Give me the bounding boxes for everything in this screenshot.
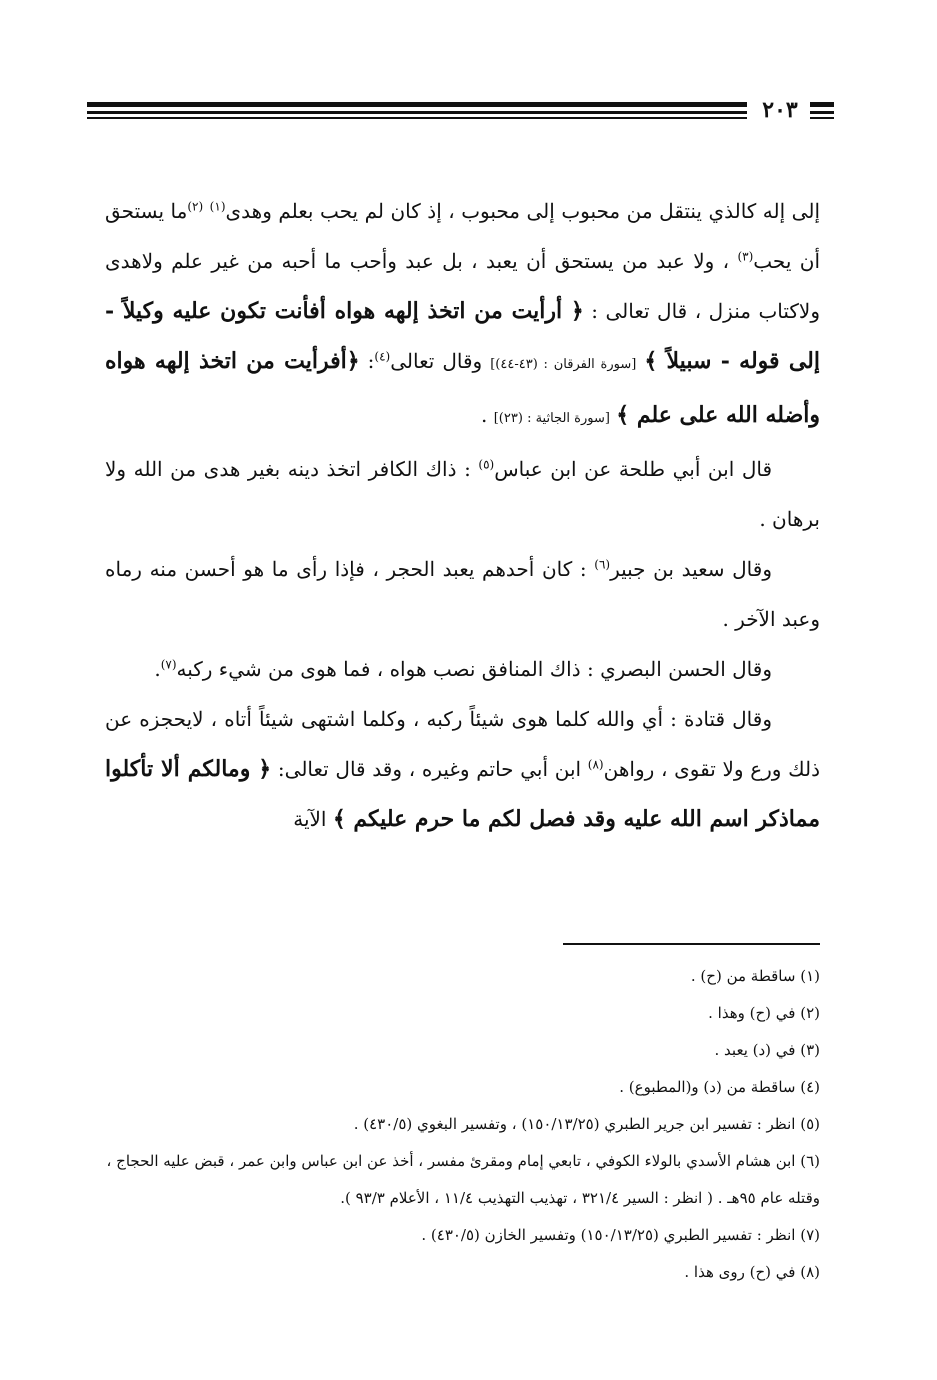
footnote-ref: (٢) [187, 199, 204, 214]
footnote-ref: (٥) [478, 457, 495, 472]
paragraph-3: وقال سعيد بن جبير$^{(٦)}$ : كان أحدهم يعبد الحجر ، فإذا رأى ما هو أحسن منه رماه وعبد الآخر . [105, 557, 820, 631]
footnote-ref: (٦) [594, 557, 611, 572]
footnote-4: (٤) ساقطة من (د) و(المطبوع) . [619, 1078, 820, 1096]
footnote-ref: (٧) [160, 657, 177, 672]
footnote-ref: (٣) [737, 249, 754, 264]
quran-verse: ﴿ أرأيت من اتخذ إلهه هواه أفأنت تكون عليه وكيلاً - إلى قوله - سبيلاً ﴾ [105, 298, 820, 374]
footnote-separator [563, 943, 820, 945]
footnote-5: (٥) انظر : تفسير ابن جرير الطبري (١٥٠/١٣/٢٥) ، وتفسير البغوي (٤٣٠/٥) . [353, 1115, 820, 1133]
footnotes [80, 958, 820, 1291]
header-rule [87, 100, 747, 122]
footnote-8: (٨) في (ح) روى هذا . [684, 1263, 820, 1281]
surah-citation: [سورة الجاثية : (٢٣)] [493, 411, 610, 426]
surah-citation: [سورة الفرقان : (٤٣-٤٤)] [490, 357, 637, 372]
footnote-ref: (٨) [587, 757, 604, 772]
paragraph-2: قال ابن أبي طلحة عن ابن عباس$^{(٥)}$ : ذاك الكافر اتخذ دينه بغير هدى من الله ولا برهان . [105, 457, 820, 531]
quran-verse: ﴿أفرأيت من اتخذ إلهه هواه وأضله الله على علم ﴾ [105, 348, 820, 428]
footnote-1: (١) ساقطة من (ح) . [690, 967, 820, 985]
main-text [105, 186, 820, 844]
footnote-ref: (١) [209, 199, 226, 214]
quran-verse: ﴿ ومالكم ألا تأكلوا مماذكر اسم الله عليه وقد فصل لكم ما حرم عليكم ﴾ [105, 756, 820, 832]
footnote-7: (٧) انظر : تفسير الطبري (١٥٠/١٣/٢٥) وتفسير الخازن (٤٣٠/٥) . [421, 1226, 820, 1244]
page-number: ٢٠٣ [762, 97, 798, 123]
paragraph-4: وقال الحسن البصري : ذاك المنافق نصب هواه ، فما هوى من شيء ركبه$^{(٧)}$. [154, 657, 772, 681]
footnote-ref: (٤) [374, 349, 391, 364]
footnote-3: (٣) في (د) يعبد . [714, 1041, 820, 1059]
paragraph-5: وقال قتادة : أي والله كلما هوى شيئاً ركبه ، وكلما اشتهى شيئاً أتاه ، لايحجزه عن ذلك ورع ولا تقوى ، رواهن$^{(٨)}$ ابن أبي حاتم وغيره ، وقد قال تعالى: ﴿ ومالكم ألا تأكلوا مماذكر اسم الله عليه وقد فصل لكم ما حرم عليكم ﴾ الآية [105, 707, 821, 832]
footnote-6: (٦) ابن هشام الأسدي بالولاء الكوفي ، تابعي إمام ومقرئ مفسر ، أخذ عن ابن عباس وابن عمر ، قبض عليه الحجاج ، وقتله عام ٩٥هـ . ( انظر : السير ٣٢١/٤ ، تهذيب التهذيب ١١/٤ ، الأعلام ٩٣/٣ ). [106, 1152, 820, 1207]
footnote-2: (٢) في (ح) وهذا . [708, 1004, 820, 1022]
paragraph-1: إلى إله كالذي ينتقل من محبوب إلى محبوب ، إذ كان لم يحب بعلم وهدى$^{(١)}$ $^{(٢)}$ما يستحق أن يحب$^{(٣)}$ ، ولا عبد من يستحق أن يعبد ، بل عبد وأحب ما أحبه من غير علم ولاهدى ولاكتاب منزل ، قال تعالى : ﴿ أرأيت من اتخذ إلهه هواه أفأنت تكون عليه وكيلاً - إلى قوله - سبيلاً ﴾ [سورة الفرقان : (٤٣-٤٤)] وقال تعالى$^{(٤)}$: ﴿أفرأيت من اتخذ إلهه هواه وأضله الله على علم ﴾ [سورة الجاثية : (٢٣)] . [105, 199, 820, 428]
header-rule-right [810, 100, 834, 122]
